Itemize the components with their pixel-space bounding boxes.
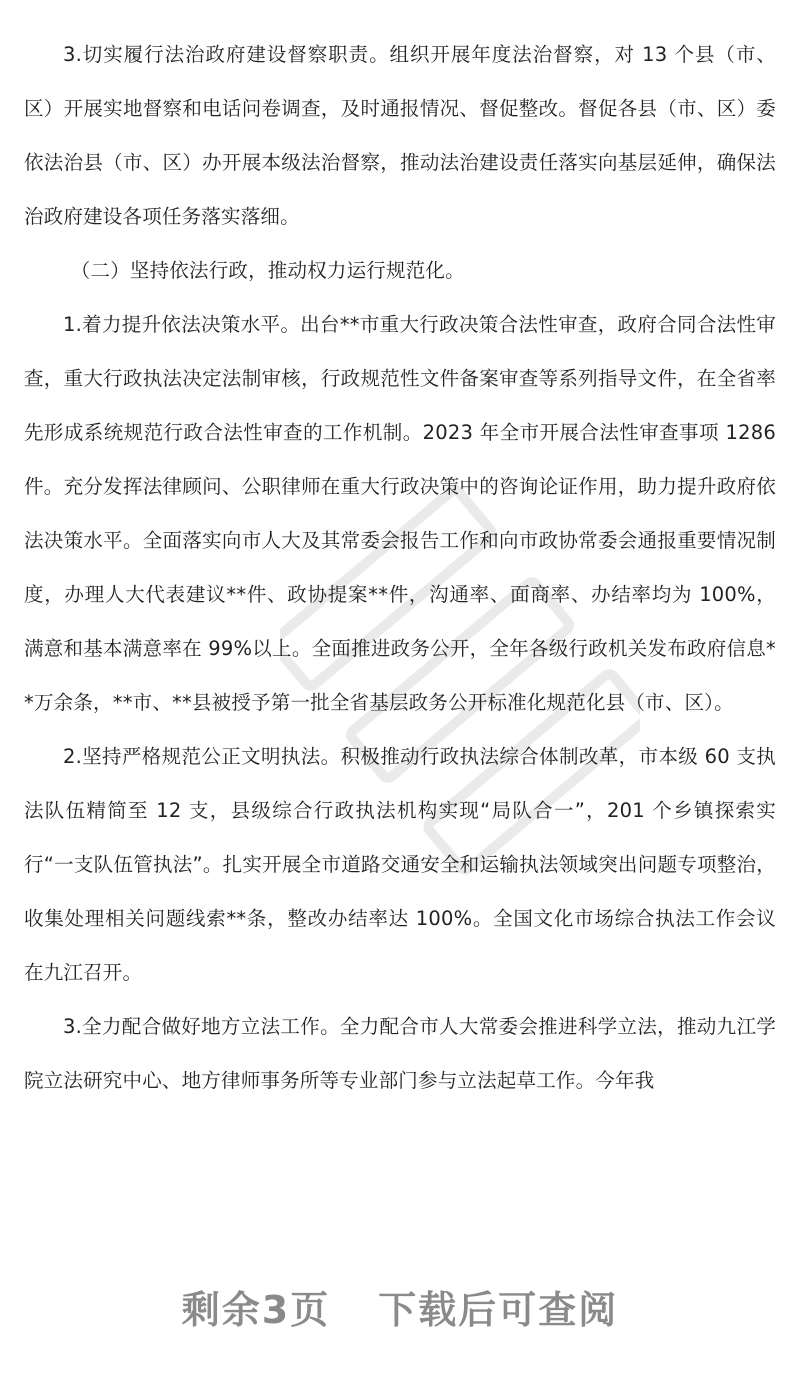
download-to-view-label: 下载后可查阅 [378,1288,619,1332]
remaining-pages-label: 剩余3页 [181,1288,331,1332]
paragraph-supervision: 3.切实履行法治政府建设督察职责。组织开展年度法治督察，对 13 个县（市、区）开展实地督察和电话问卷调查，及时通报情况、督促整改。督促各县（市、区）委依法治县（市、区）办开展本级法治督察，推动法治建设责任落实向基层延伸，确保法治政府建设各项任务落实落细。 [24,43,776,228]
section-heading: （二）坚持依法行政，推动权力运行规范化。 [70,259,465,282]
download-prompt-banner [0,1270,800,1350]
paragraph-legislation: 3.全力配合做好地方立法工作。全力配合市人大常委会推进科学立法，推动九江学院立法研究中心、地方律师事务所等专业部门参与立法起草工作。今年我 [24,1015,776,1092]
document-body [24,28,776,1108]
paragraph-decision-making: 1.着力提升依法决策水平。出台**市重大行政决策合法性审查，政府合同合法性审查，重大行政执法决定法制审核，行政规范性文件备案审查等系列指导文件，在全省率先形成系统规范行政合法性审查的工作机制。2023 年全市开展合法性审查事项 1286 件。充分发挥法律顾问、公职律师在重大行政决策中的咨询论证作用，助力提升政府依法决策水平。全面落实向市人大及其常委会报告工作和向市政协常委会通报重要情况制度，办理人大代表建议**件、政协提案**件，沟通率、面商率、办结率均为 100%，满意和基本满意率在 99%以上。全面推进政务公开，全年各级行政机关发布政府信息**万余条，**市、**县被授予第一批全省基层政务公开标准化规范化县（市、区）。 [24,313,776,714]
paragraph-law-enforcement: 2.坚持严格规范公正文明执法。积极推动行政执法综合体制改革，市本级 60 支执法队伍精简至 12 支，县级综合行政执法机构实现“局队合一”，201 个乡镇探索实行“一支队伍管执法”。扎实开展全市道路交通安全和运输执法领域突出问题专项整治，收集处理相关问题线索**条，整改办结率达 100%。全国文化市场综合执法工作会议在九江召开。 [24,745,776,984]
